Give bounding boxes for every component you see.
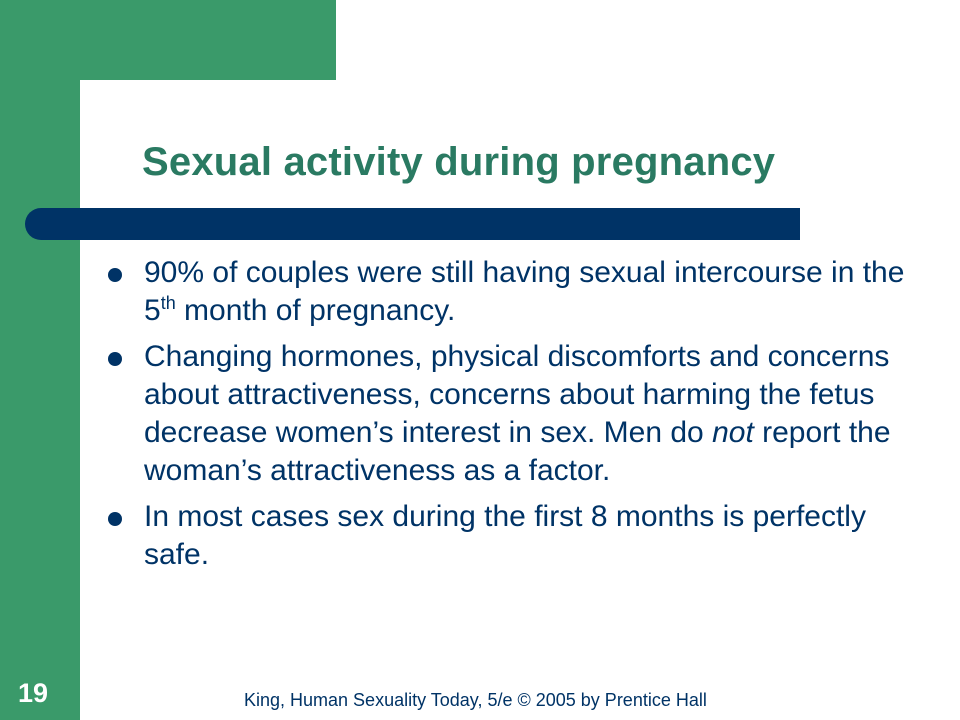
slide-title: Sexual activity during pregnancy [142,140,776,184]
title-underline-bar [25,208,800,240]
green-top-band [0,0,336,80]
green-left-band [0,0,80,720]
slide-number: 19 [18,678,49,708]
bullet-dot-icon [108,268,122,282]
bullet-text: In most cases sex during the first 8 months is perfectly safe. [144,500,866,571]
bullet-text: Changing hormones, physical discomforts and concerns about attractiveness, concerns about harming the fetus decrease women’s interest in sex. Men do [144,340,890,449]
footer-citation: King, Human Sexuality Today, 5/e © 2005 by Prentice Hall [244,690,707,710]
bullet-superscript: th [160,293,176,313]
bullet-text: report the woman’s attractiveness as a factor. [144,416,891,487]
bullet-item [106,498,936,574]
bullet-list [106,254,936,582]
bullet-text: month of pregnancy. [175,294,456,327]
bullet-dot-icon [108,512,122,526]
bullet-item [106,338,936,490]
bullet-emphasis: not [712,416,754,449]
bullet-dot-icon [108,352,122,366]
bullet-item [106,254,936,330]
bullet-text: 90% of couples were still having sexual intercourse in the 5 [144,256,905,327]
